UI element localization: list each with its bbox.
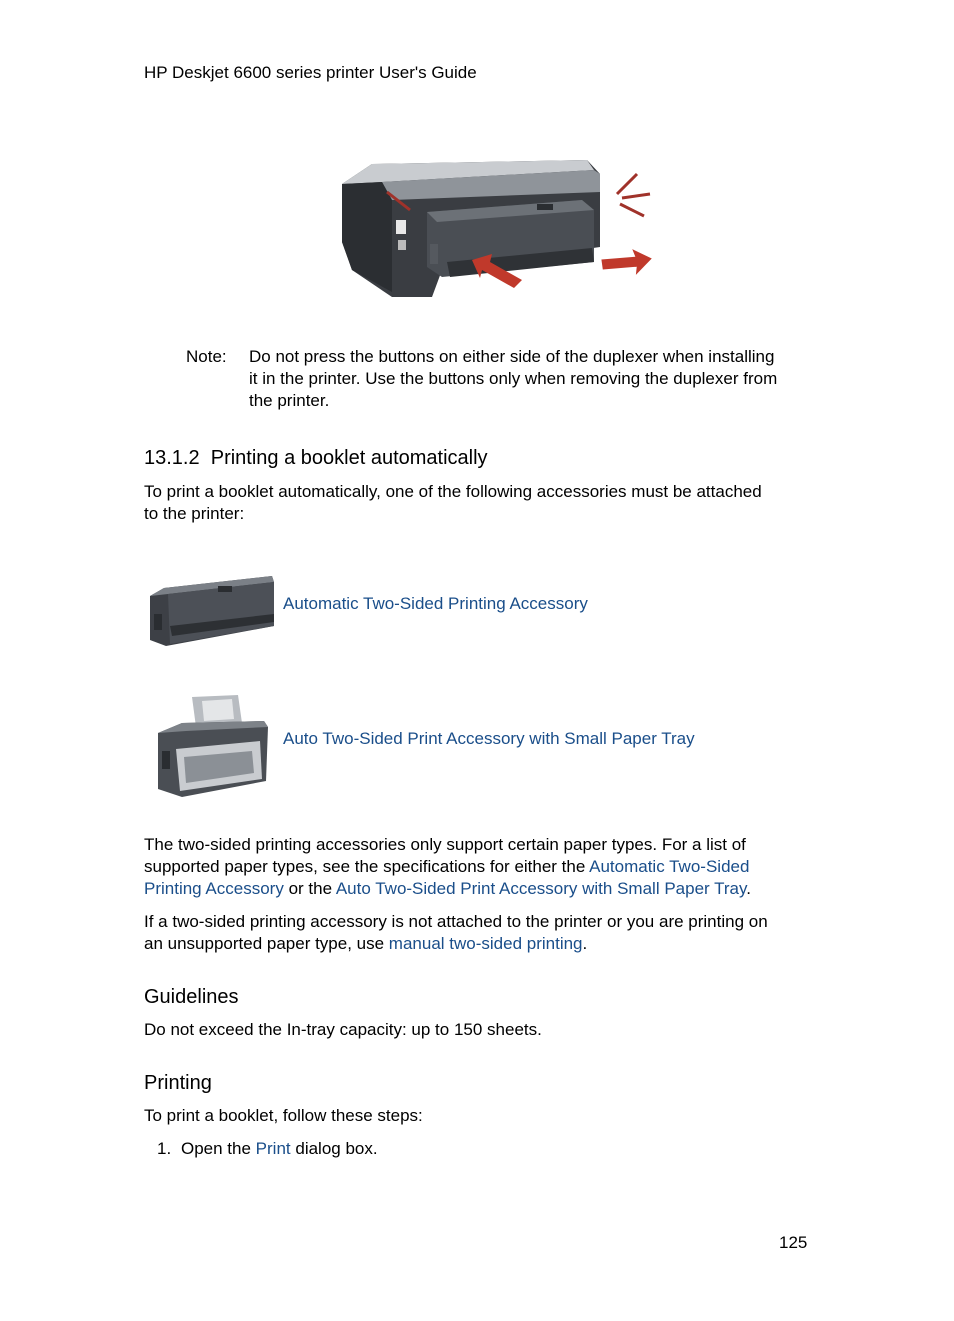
note-line: Do not press the buttons on either side of the duplexer when installing — [249, 347, 775, 366]
para-text: . — [582, 934, 588, 953]
guidelines-text: Do not exceed the In-tray capacity: up to 150 sheets. — [144, 1020, 542, 1039]
link-small-paper-tray-spec[interactable]: Auto Two-Sided Print Accessory with Small Paper Tray — [335, 879, 747, 898]
manual-printing-paragraph — [144, 911, 824, 955]
section-title: Printing a booklet automatically — [210, 447, 488, 469]
section-number: 13.1.2 — [144, 447, 200, 469]
note-text — [249, 346, 829, 412]
para-text: an unsupported paper type, use — [144, 934, 389, 953]
para-line — [144, 933, 824, 955]
note-line: the printer. — [249, 391, 330, 410]
accessory-1-image — [146, 574, 276, 649]
guidelines-heading: Guidelines — [144, 986, 239, 1008]
note-line: it in the printer. Use the buttons only when removing the duplexer from — [249, 369, 778, 388]
printing-intro: To print a booklet, follow these steps: — [144, 1106, 423, 1125]
para-text: or the — [283, 879, 336, 898]
printer-duplexer-figure — [332, 152, 662, 302]
para-text: . — [746, 879, 751, 898]
printer-with-duplexer-icon — [332, 152, 662, 302]
section-heading — [144, 446, 488, 470]
link-manual-two-sided[interactable]: manual two-sided printing — [388, 934, 583, 953]
para-text: supported paper types, see the specifications for either the — [144, 857, 590, 876]
printing-heading: Printing — [144, 1072, 212, 1094]
page-number: 125 — [779, 1233, 808, 1252]
duplexer-accessory-icon — [146, 574, 276, 649]
intro-line: To print a booklet automatically, one of the following accessories must be attached — [144, 482, 762, 501]
accessory-2-link[interactable]: Auto Two-Sided Print Accessory with Small Paper Tray — [283, 729, 695, 748]
link-automatic-two-sided-spec-cont[interactable]: Printing Accessory — [144, 879, 284, 898]
step-before: Open the — [181, 1139, 256, 1158]
running-header: HP Deskjet 6600 series printer User's Guide — [144, 63, 477, 82]
accessory-2-image — [152, 693, 272, 801]
step-number: 1. — [157, 1139, 172, 1158]
intro-line: to the printer: — [144, 504, 245, 523]
duplexer-small-tray-accessory-icon — [152, 693, 272, 801]
para-line — [144, 856, 824, 878]
para-line: If a two-sided printing accessory is not attached to the printer or you are printing on — [144, 912, 768, 931]
note-label: Note: — [186, 347, 227, 366]
para-line — [144, 878, 824, 900]
para-line: The two-sided printing accessories only support certain paper types. For a list of — [144, 835, 746, 854]
step-after: dialog box. — [290, 1139, 378, 1158]
accessory-1-link[interactable]: Automatic Two-Sided Printing Accessory — [283, 594, 588, 613]
link-automatic-two-sided-spec[interactable]: Automatic Two-Sided — [589, 857, 750, 876]
link-print-dialog[interactable]: Print — [255, 1139, 291, 1158]
paper-types-paragraph — [144, 834, 824, 900]
step-text — [181, 1138, 378, 1160]
section-intro — [144, 481, 762, 525]
